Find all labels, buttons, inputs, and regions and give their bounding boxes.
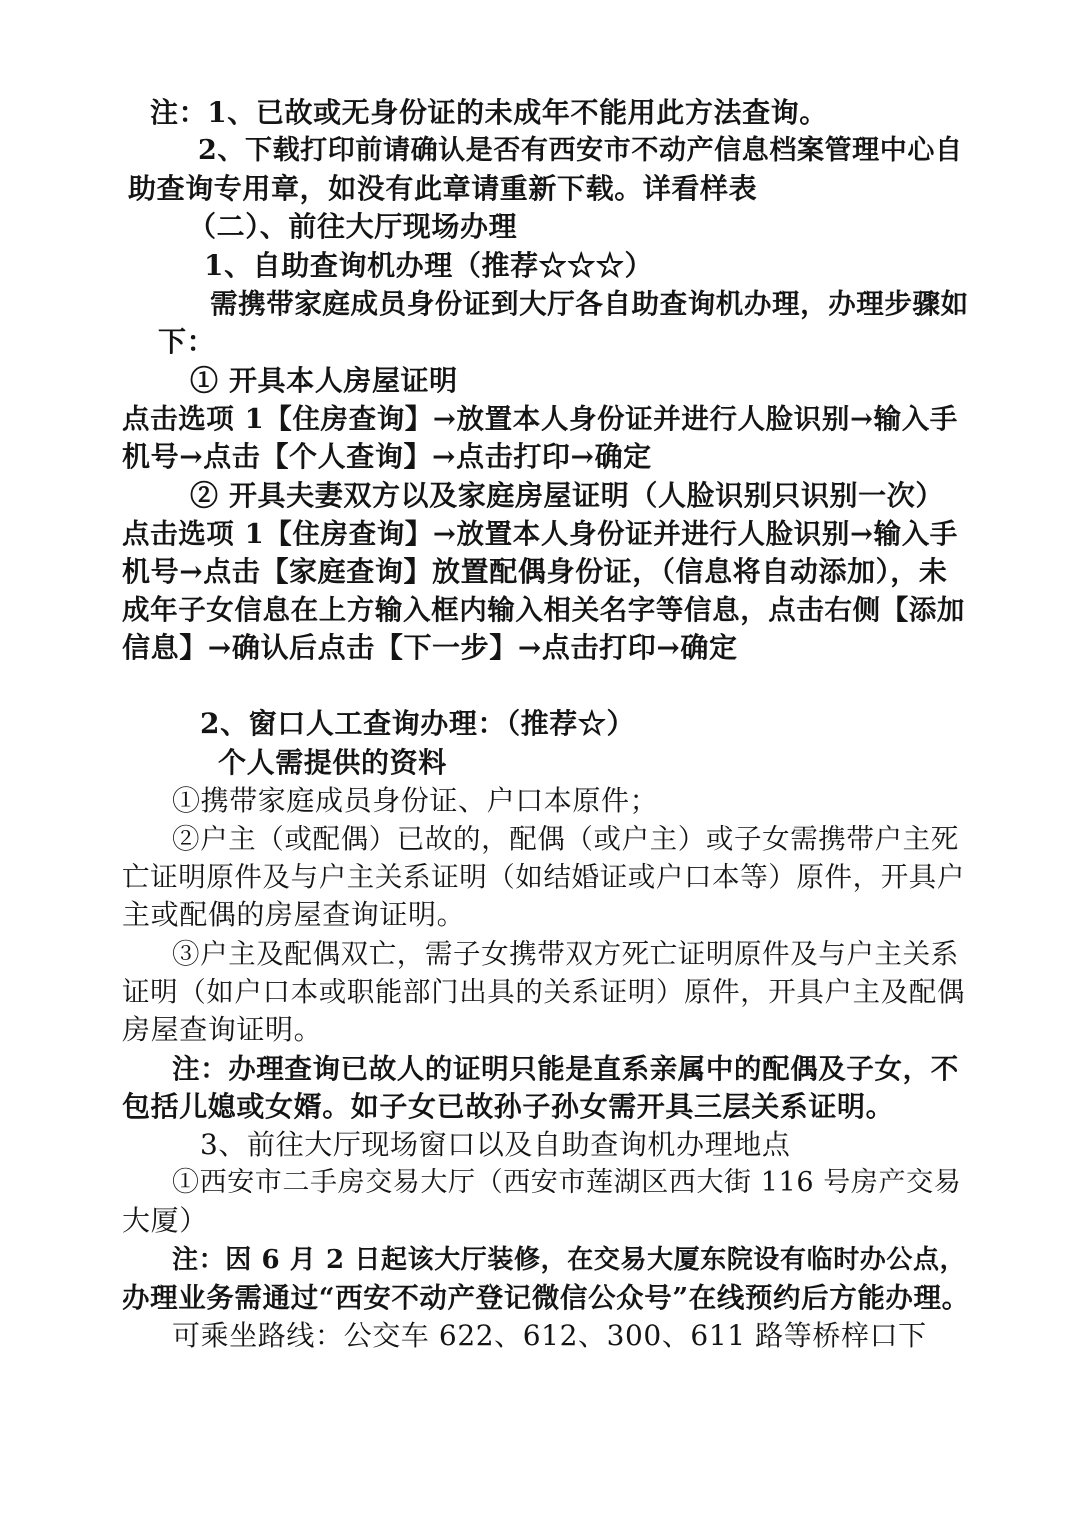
paragraph: 大厦）: [122, 1204, 208, 1237]
paragraph: 亡证明原件及与户主关系证明（如结婚证或户口本等）原件，开具户: [122, 861, 965, 893]
paragraph: ②户主（或配偶）已故的，配偶（或户主）或子女需携带户主死: [172, 823, 959, 855]
step-heading-2: ② 开具夫妻双方以及家庭房屋证明（人脸识别只识别一次）: [190, 479, 944, 512]
paragraph: 成年子女信息在上方输入框内输入相关名字等信息，点击右侧【添加: [122, 594, 965, 626]
paragraph: ①西安市二手房交易大厅（西安市莲湖区西大街 116 号房产交易: [172, 1167, 962, 1198]
paragraph: 下：: [158, 325, 216, 358]
paragraph: ①携带家庭成员身份证、户口本原件；: [172, 784, 659, 817]
paragraph: 点击选项 1【住房查询】→放置本人身份证并进行人脸识别→输入手: [122, 518, 958, 550]
item-1-heading: 1、自助查询机办理（推荐☆☆☆）: [204, 249, 654, 282]
note-1: 注：1、已故或无身份证的未成年不能用此方法查询。: [150, 96, 828, 129]
paragraph: 机号→点击【个人查询】→点击打印→确定: [122, 440, 652, 473]
paragraph: 机号→点击【家庭查询】放置配偶身份证，（信息将自动添加），未: [122, 555, 948, 588]
paragraph: 信息】→确认后点击【下一步】→点击打印→确定: [122, 631, 738, 664]
bus-route: 可乘坐路线：公交车 622、612、300、611 路等桥梓口下: [172, 1319, 927, 1352]
note-4: 注：因 6 月 2 日起该大厅装修，在交易大厦东院设有临时办公点，: [172, 1245, 967, 1275]
note-2-cont: 助查询专用章，如没有此章请重新下载。详看样表: [128, 172, 758, 205]
note-4-cont: 办理业务需通过“西安不动产登记微信公众号”在线预约后方能办理。: [122, 1282, 970, 1314]
note-2: 2、下载打印前请确认是否有西安市不动产信息档案管理中心自: [198, 135, 963, 166]
paragraph: 主或配偶的房屋查询证明。: [122, 898, 466, 931]
note-3: 注：办理查询已故人的证明只能是直系亲属中的配偶及子女，不: [172, 1053, 959, 1085]
step-heading-1: ① 开具本人房屋证明: [190, 364, 458, 397]
subheading: 个人需提供的资料: [218, 746, 447, 779]
item-3-heading: 3、前往大厅现场窗口以及自助查询机办理地点: [200, 1128, 791, 1161]
paragraph: 需携带家庭成员身份证到大厅各自助查询机办理，办理步骤如: [210, 288, 969, 320]
paragraph: 房屋查询证明。: [122, 1013, 323, 1046]
paragraph: 点击选项 1【住房查询】→放置本人身份证并进行人脸识别→输入手: [122, 403, 958, 435]
section-heading-2: （二）、前往大厅现场办理: [188, 210, 518, 243]
paragraph: 证明（如户口本或职能部门出具的关系证明）原件，开具户主及配偶: [122, 976, 965, 1008]
item-2-heading: 2、窗口人工查询办理：（推荐☆）: [200, 707, 636, 740]
note-3-cont: 包括儿媳或女婿。如子女已故孙子孙女需开具三层关系证明。: [122, 1090, 895, 1123]
paragraph: ③户主及配偶双亡，需子女携带双方死亡证明原件及与户主关系: [172, 938, 959, 970]
